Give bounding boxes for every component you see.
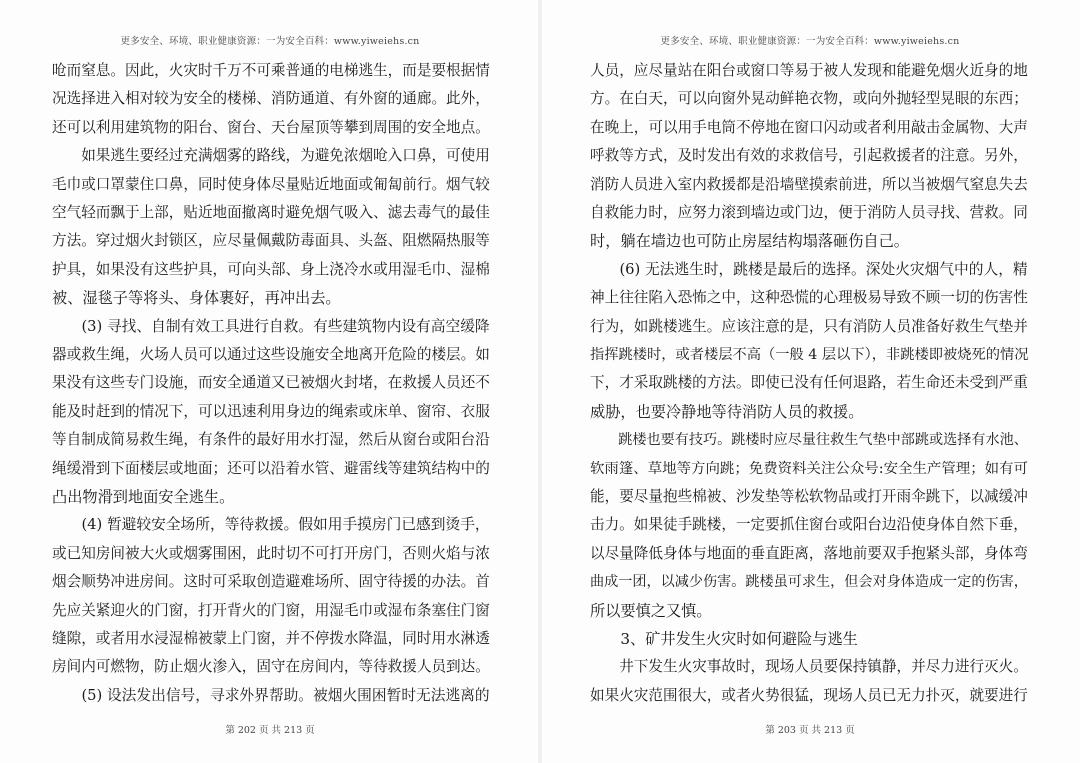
text-line: 下，才采取跳楼的方法。即使已没有任何退路，若生命还未受到严重 xyxy=(590,374,1028,392)
text-line: 行为，如跳楼逃生。应该注意的是，只有消防人员准备好救生气垫并 xyxy=(590,317,1028,335)
text-line: 击力。如果徒手跳楼，一定要抓住窗台或阳台边沿使身体自然下垂， xyxy=(590,516,1028,534)
page-footer: 第 202 页 共 213 页 xyxy=(225,725,315,736)
text-line: 呛而窒息。因此，火灾时千万不可乘普通的电梯逃生，而是要根据情 xyxy=(52,62,490,79)
text-line: 方。在白天，可以向窗外晃动鲜艳衣物，或向外抛轻型晃眼的东西； xyxy=(590,90,1028,108)
text-line: 先应关紧迎火的门窗，打开背火的门窗，用湿毛巾或湿布条塞住门窗 xyxy=(52,601,490,619)
text-line: 神上往往陷入恐怖之中，这种恐慌的心理极易导致不顾一切的伤害性 xyxy=(590,289,1028,307)
text-line: 等自制成简易救生绳，有条件的最好用水打湿，然后从窗台或阳台沿 xyxy=(52,431,490,449)
text-line: 况选择进入相对较为安全的楼梯、消防通道、有外窗的通廊。此外， xyxy=(52,90,490,108)
text-line: 器或救生绳，火场人员可以通过这些设施安全地离开危险的楼层。如 xyxy=(52,346,490,363)
text-line: (3) 寻找、自制有效工具进行自救。有些建筑物内设有高空缓降 xyxy=(52,317,490,335)
text-line: 时，躺在墙边也可防止房屋结构塌落砸伤自己。 xyxy=(590,232,909,251)
page-header: 更多安全、环境、职业健康资源：一为安全百科：www.yiweiehs.cn xyxy=(120,36,420,47)
text-line: 如果火灾范围很大，或者火势很猛，现场人员已无力扑灭，就要进行 xyxy=(590,686,1028,704)
text-line: (6) 无法逃生时，跳楼是最后的选择。深处火灾烟气中的人，精 xyxy=(590,260,1028,278)
text-line: 毛巾或口罩蒙住口鼻，同时使身体尽量贴近地面或匍匐前行。烟气较 xyxy=(52,175,490,193)
text-line: 方法。穿过烟火封锁区，应尽量佩戴防毒面具、头盔、阻燃隔热服等 xyxy=(52,232,490,250)
text-line: 被、湿毯子等将头、身体裹好，再冲出去。 xyxy=(52,289,341,308)
text-line: 呼救等方式，及时发出有效的求救信号，引起救援者的注意。另外， xyxy=(590,147,1028,165)
page-footer: 第 203 页 共 213 页 xyxy=(765,725,855,736)
text-line: 跳楼也要有技巧。跳楼时应尽量往救生气垫中部跳或选择有水池、 xyxy=(590,432,1028,449)
text-line: 自救能力时，应努力滚到墙边或门边，便于消防人员寻找、营救。同 xyxy=(590,204,1028,221)
text-line: 或已知房间被大火或烟雾围困，此时切不可打开房门，否则火焰与浓 xyxy=(52,544,490,562)
text-line: 软雨篷、草地等方向跳；免费资料关注公众号:安全生产管理；如有可 xyxy=(590,460,1028,477)
text-line: (4) 暂避较安全场所，等待救援。假如用手摸房门已感到烫手， xyxy=(52,516,490,534)
text-line: 能，要尽量抱些棉被、沙发垫等松软物品或打开雨伞跳下，以减缓冲 xyxy=(590,488,1028,505)
text-line: 护具，如果没有这些护具，可向头部、身上浇冷水或用湿毛巾、湿棉 xyxy=(52,260,490,278)
text-line: 井下发生火灾事故时，现场人员要保持镇静，并尽力进行灭火。 xyxy=(590,658,1028,676)
text-line: (5) 设法发出信号，寻求外界帮助。被烟火围困暂时无法逃离的 xyxy=(52,686,490,704)
text-line: 果没有这些专门设施，而安全通道又已被烟火封堵，在救援人员还不 xyxy=(52,374,490,392)
text-line: 绳缓滑到下面楼层或地面；还可以沿着水管、避雷线等建筑结构中的 xyxy=(52,459,490,477)
text-line: 还可以利用建筑物的阳台、窗台、天台屋顶等攀到周围的安全地点。 xyxy=(52,118,490,136)
text-line: 以尽量降低身体与地面的垂直距离，落地前要双手抱紧头部，身体弯 xyxy=(590,544,1028,562)
text-line: 人员，应尽量站在阳台或窗口等易于被人发现和能避免烟火近身的地 xyxy=(590,62,1028,79)
text-line: 缝隙，或者用水浸湿棉被蒙上门窗，并不停拨水降温，同时用水淋透 xyxy=(52,630,490,647)
text-line: 消防人员进入室内救援都是沿墙壁摸索前进，所以当被烟气窒息失去 xyxy=(590,175,1028,193)
text-line: 威胁，也要冷静地等待消防人员的救援。 xyxy=(590,402,864,421)
page-header: 更多安全、环境、职业健康资源：一为安全百科：www.yiweiehs.cn xyxy=(660,36,960,47)
text-line: 所以要慎之又慎。 xyxy=(590,601,712,620)
text-line: 在晚上，可以用手电筒不停地在窗口闪动或者利用敲击金属物、大声 xyxy=(590,118,1028,136)
text-line: 凸出物滑到地面安全逃生。 xyxy=(52,488,235,506)
text-line: 曲成一团，以减少伤害。跳楼虽可求生，但会对身体造成一定的伤害， xyxy=(590,574,1028,591)
text-line: 房间内可燃物，防止烟火渗入，固守在房间内，等待救援人员到达。 xyxy=(52,658,490,676)
text-line: 能及时赶到的情况下，可以迅速利用身边的绳索或床单、窗帘、衣服 xyxy=(52,402,490,420)
text-line: 空气轻而飘于上部，贴近地面撤离时避免烟气吸入、滤去毒气的最佳 xyxy=(52,204,490,221)
text-line: 烟会顺势冲进房间。这时可采取创造避难场所、固守待援的办法。首 xyxy=(52,573,490,591)
text-line: 指挥跳楼时，或者楼层不高（一般 4 层以下），非跳楼即被烧死的情况 xyxy=(590,347,1029,363)
text-line: 如果逃生要经过充满烟雾的路线，为避免浓烟呛入口鼻，可使用 xyxy=(52,147,490,165)
text-line: 3、矿井发生火灾时如何避险与逃生 xyxy=(590,630,858,648)
